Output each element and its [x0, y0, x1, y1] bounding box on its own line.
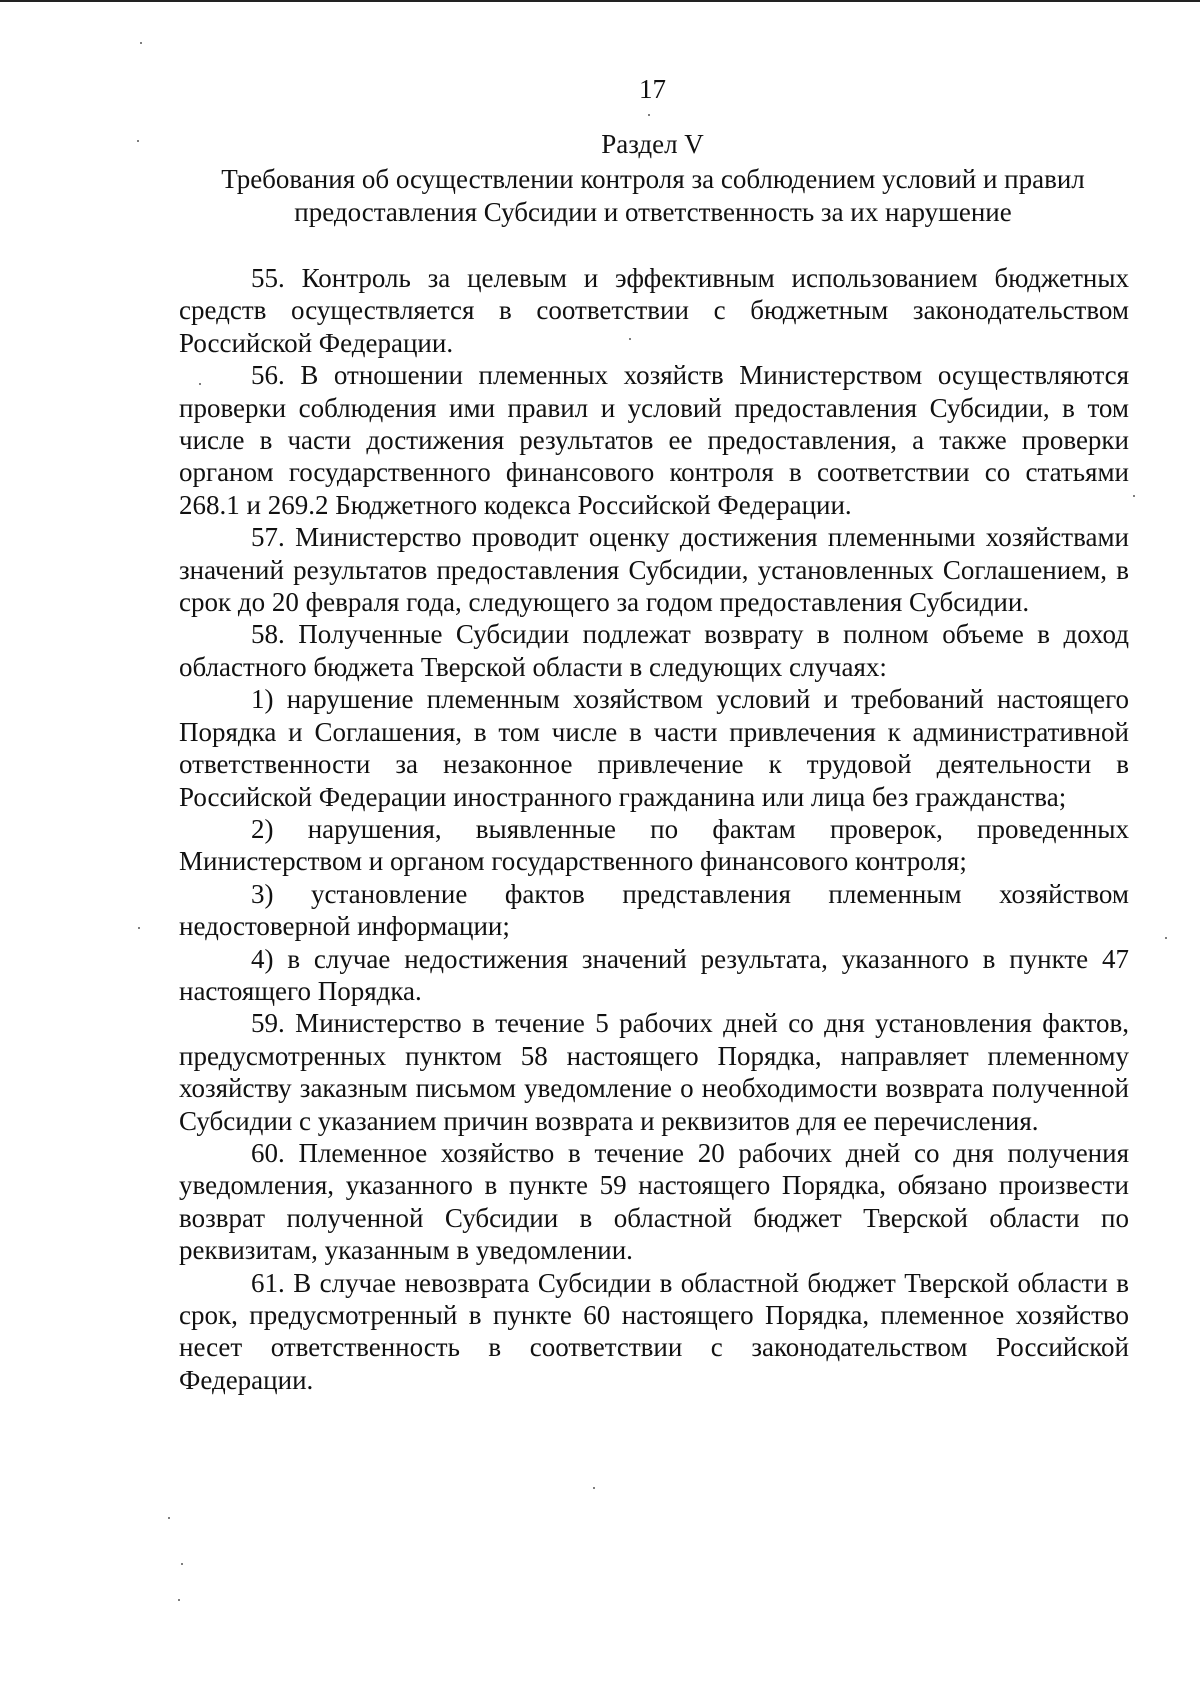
scan-speck — [137, 140, 139, 142]
paragraph-57: 57. Министерство проводит оценку достижения племенными хозяйствами значений результатов предоставления Субсидии, установленных Соглашением, в срок до 20 февраля года, следующего за годом предоставления Субсидии. — [179, 522, 1129, 618]
paragraph-55: 55. Контроль за целевым и эффективным использованием бюджетных средств осуществляется в соответствии с бюджетным законодательством Российской Федерации. — [179, 263, 1129, 358]
scan-speck — [593, 1487, 595, 1489]
list-item-4: 4) в случае недостижения значений результата, указанного в пункте 47 настоящего Порядка. — [179, 943, 1129, 1006]
scan-speck — [199, 383, 201, 385]
scan-speck — [140, 42, 142, 44]
paragraph-61: 61. В случае невозврата Субсидии в областной бюджет Тверской области в срок, предусмотренный в пункте 60 настоящего Порядка, племенное хозяйство несет ответственность в соответствии с законодательством Российской Федерации. — [179, 1267, 1129, 1395]
scan-speck — [181, 1563, 183, 1565]
paragraph-58: 58. Полученные Субсидии подлежат возврату в полном объеме в доход областного бюджета Тверской области в следующих случаях: — [179, 619, 1129, 682]
scan-speck — [1165, 937, 1167, 939]
list-item-3: 3) установление фактов представления племенным хозяйством недостоверной информации; — [179, 878, 1129, 942]
paragraph-60: 60. Племенное хозяйство в течение 20 рабочих дней со дня получения уведомления, указанного в пункте 59 настоящего Порядка, обязано произвести возврат полученной Субсидии в областной бюджет Тверской области по реквизитам, указанным в уведомлении. — [179, 1137, 1129, 1266]
list-item-2: 2) нарушения, выявленные по фактам проверок, проведенных Министерством и органом государственного финансового контроля; — [179, 813, 1129, 877]
paragraph-59: 59. Министерство в течение 5 рабочих дней со дня установления фактов, предусмотренных пунктом 58 настоящего Порядка, направляет племенному хозяйству заказным письмом уведомление о необходимости возврата полученной Субсидии с указанием причин возврата и реквизитов для ее перечисления. — [179, 1008, 1129, 1136]
scan-speck — [178, 1599, 180, 1601]
section-title: Требования об осуществлении контроля за соблюдением условий и правил предоставления Субсидии и ответственность за их нарушение — [221, 164, 1085, 227]
scan-top-edge — [0, 0, 1200, 2]
scan-speck — [1133, 495, 1135, 497]
scan-speck — [648, 114, 650, 116]
page-number: 17 — [639, 74, 666, 104]
paragraph-56: 56. В отношении племенных хозяйств Министерством осуществляются проверки соблюдения ими правил и условий предоставления Субсидии, в том числе в части достижения результатов ее предоставления, а также проверки органом государственного финансового контроля в соответствии со статьями 268.1 и 269.2 Бюджетного кодекса Российской Федерации. — [179, 360, 1129, 520]
scan-speck — [629, 338, 631, 340]
scan-speck — [138, 927, 140, 929]
document-body — [179, 262, 1129, 1396]
scan-speck — [168, 1517, 170, 1519]
section-heading: Раздел V — [601, 129, 704, 159]
list-item-1: 1) нарушение племенным хозяйством условий и требований настоящего Порядка и Соглашения, в том числе в части привлечения к административной ответственности за незаконное привлечение к трудовой деятельности в Российской Федерации иностранного гражданина или лица без гражданства; — [179, 684, 1129, 812]
